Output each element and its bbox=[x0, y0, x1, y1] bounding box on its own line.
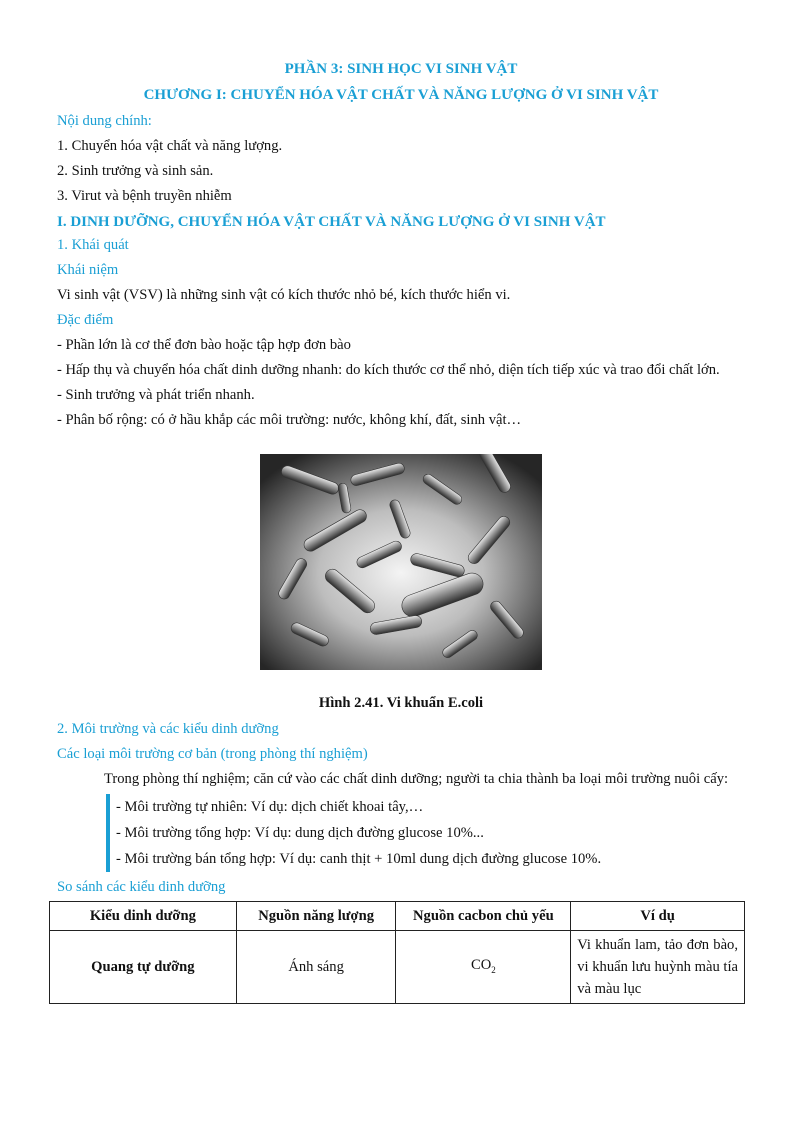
concept-text: Vi sinh vật (VSV) là những sinh vật có kích thước nhỏ bé, kích thước hiển vi. bbox=[57, 287, 511, 303]
ecoli-micrograph bbox=[260, 454, 542, 670]
main-content-item: 1. Chuyển hóa vật chất và năng lượng. bbox=[57, 138, 283, 154]
section2-title: 2. Môi trường và các kiểu dinh dưỡng bbox=[57, 721, 279, 737]
main-content-label: Nội dung chính: bbox=[57, 113, 152, 129]
table-header-row bbox=[50, 902, 745, 931]
main-content-item: 3. Virut và bệnh truyền nhiễm bbox=[57, 188, 232, 204]
part-title: PHẦN 3: SINH HỌC VI SINH VẬT bbox=[284, 61, 518, 77]
media-types-list bbox=[106, 794, 745, 872]
example-cell: Vi khuẩn lam, tảo đơn bào, vi khuẩn lưu huỳnh màu tía và màu lục bbox=[571, 931, 745, 1004]
table-header: Kiểu dinh dưỡng bbox=[50, 902, 237, 931]
overview-title: 1. Khái quát bbox=[57, 237, 129, 253]
media-type-item: - Môi trường tự nhiên: Ví dụ: dịch chiết khoai tây,… bbox=[116, 799, 424, 815]
compare-title: So sánh các kiểu dinh dưỡng bbox=[57, 879, 226, 895]
figure-caption: Hình 2.41. Vi khuẩn E.coli bbox=[318, 695, 484, 711]
feature-item: - Sinh trưởng và phát triển nhanh. bbox=[57, 387, 255, 403]
carbon-subscript: 2 bbox=[491, 964, 496, 975]
feature-item: - Phần lớn là cơ thể đơn bào hoặc tập hợp đơn bào bbox=[57, 337, 351, 353]
nutrition-type-cell: Quang tự dưỡng bbox=[50, 931, 237, 1004]
table-header: Nguồn cacbon chủ yếu bbox=[396, 902, 571, 931]
table-header: Nguồn năng lượng bbox=[236, 902, 396, 931]
table-header: Ví dụ bbox=[571, 902, 745, 931]
energy-source-cell: Ánh sáng bbox=[236, 931, 396, 1004]
media-type-item: - Môi trường bán tổng hợp: Ví dụ: canh thịt + 10ml dung dịch đường glucose 10%. bbox=[116, 851, 602, 867]
carbon-source-cell bbox=[396, 931, 571, 1004]
table-row bbox=[50, 931, 745, 1004]
nutrition-types-table bbox=[49, 901, 745, 1004]
chapter-title: CHƯƠNG I: CHUYỂN HÓA VẬT CHẤT VÀ NĂNG LƯỢNG Ở VI SINH VẬT bbox=[143, 87, 659, 103]
feature-item: - Phân bố rộng: có ở hầu khắp các môi trường: nước, không khí, đất, sinh vật… bbox=[57, 412, 522, 428]
features-title: Đặc điểm bbox=[57, 312, 114, 328]
document-page bbox=[57, 56, 745, 1004]
media-type-item: - Môi trường tổng hợp: Ví dụ: dung dịch đường glucose 10%... bbox=[116, 825, 484, 841]
carbon-formula: CO bbox=[470, 956, 492, 973]
media-intro: Trong phòng thí nghiệm; căn cứ vào các chất dinh dưỡng; người ta chia thành ba loại môi trường nuôi cấy: bbox=[104, 771, 729, 787]
section1-heading: I. DINH DƯỠNG, CHUYỂN HÓA VẬT CHẤT VÀ NĂNG LƯỢNG Ở VI SINH VẬT bbox=[57, 214, 606, 230]
main-content-item: 2. Sinh trưởng và sinh sản. bbox=[57, 163, 214, 179]
concept-title: Khái niệm bbox=[57, 262, 119, 278]
media-title: Các loại môi trường cơ bản (trong phòng thí nghiệm) bbox=[57, 746, 368, 762]
feature-item: - Hấp thụ và chuyển hóa chất dinh dưỡng nhanh: do kích thước cơ thể nhỏ, diện tích tiếp xúc và trao đổi chất lớn. bbox=[57, 362, 720, 378]
